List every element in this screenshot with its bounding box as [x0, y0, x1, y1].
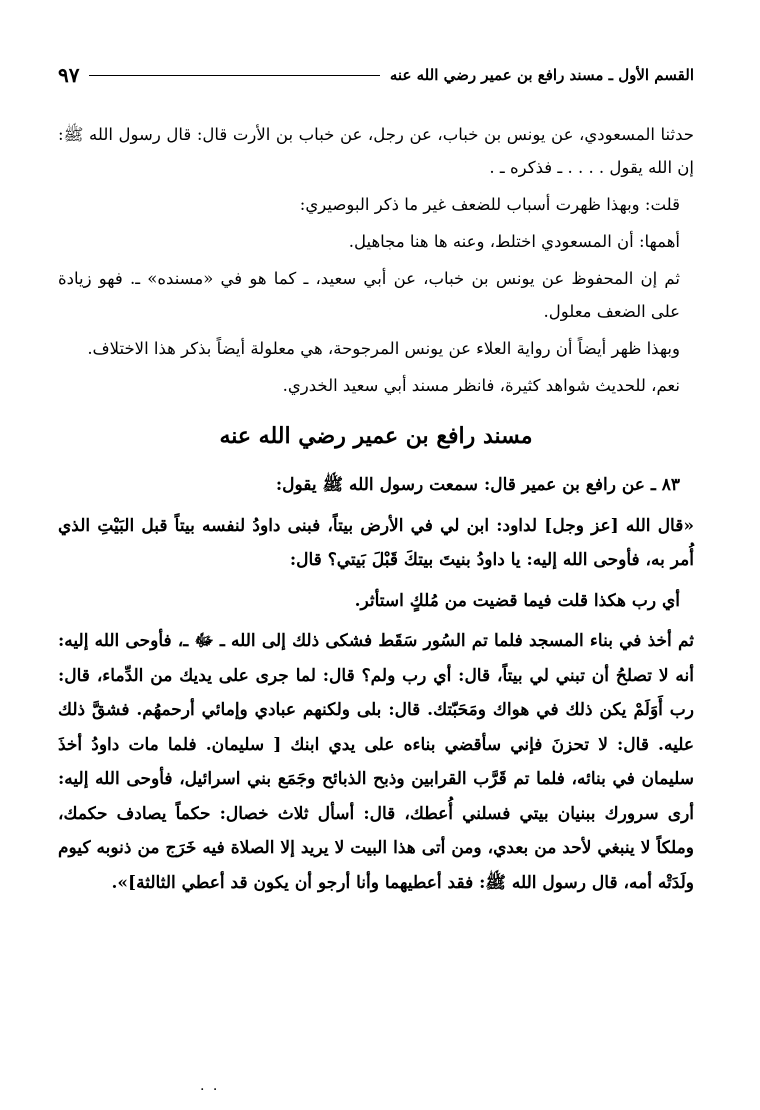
running-header-title: القسم الأول ـ مسند رافع بن عمير رضي الله عنه [389, 66, 694, 84]
hadith-paragraph: «قال الله [عز وجل] لداود: ابن لي في الأرض بيتاً، فبنى داودُ لنفسه بيتاً قبل البَيْتِ الذي أُمر به، فأوحى الله إليه: يا داودُ بنيتَ بيتكَ قَبْلَ بَيتي؟ قال: [58, 515, 694, 570]
header-rule [89, 75, 379, 76]
footer-marks: . . [200, 1078, 220, 1094]
running-header [58, 58, 694, 92]
intro-paragraph: أهمها: أن المسعودي اختلط، وعنه ها هنا مجاهيل. [348, 232, 680, 251]
intro-paragraph: نعم، للحديث شواهد كثيرة، فانظر مسند أبي سعيد الخدري. [282, 376, 680, 395]
section-title: مسند رافع بن عمير رضي الله عنه [219, 423, 533, 449]
intro-paragraph: حدثنا المسعودي، عن يونس بن خباب، عن رجل، عن خباب بن الأرت قال: قال رسول الله ﷺ: إن الله يقول . . . . ـ فذكره ـ . [58, 125, 694, 177]
intro-paragraph: وبهذا ظهر أيضاً أن رواية العلاء عن يونس المرجوحة، هي معلولة أيضاً بذكر هذا الاختلاف. [87, 339, 680, 358]
hadith-paragraph: ٨٣ ـ عن رافع بن عمير قال: سمعت رسول الله ﷺ يقول: [275, 475, 680, 495]
page-number: ٩٧ [58, 63, 80, 87]
intro-paragraph: قلت: وبهذا ظهرت أسباب للضعف غير ما ذكر البوصيري: [299, 195, 680, 214]
hadith-paragraph: ثم أخذ في بناء المسجد فلما تم السُور سَقَط فشكى ذلك إلى الله ـ ﷻ ـ، فأوحى الله إليه: أنه لا تصلحُ أن تبني لي بيتاً، قال: أي رب ولم؟ قال: لما جرى على يديك من الدِّماء، قال: رب أَوَلَمْ يكن ذلك في هواك ومَحَبّتك. قال: بلى ولكنهم عبادي وإمائي أرحمهُم. فشقَّ ذلك عليه. قال: لا تحزنَ فإني سأقضي بناءه على يدي ابنك [ سليمان. فلما مات داودُ أخذَ سليمان في بنائه، فلما تم قَرَّب القرابين وذبح الذبائح وجَمَع بني اسرائيل، فأوحى الله إليه: أرى سرورك ببنيان بيتي فسلني أُعطك، قال: أسأل ثلاث خصال: حكماً يصادف حكمك، وملكاً لا ينبغي لأحد من بعدي، ومن أتى هذا البيت لا يريد إلا الصلاة فيه خَرَج من ذنوبه كيوم ولَدَتْه أمه، قال رسول الله ﷺ: فقد أعطيهما وأنا أرجو أن يكون قد أعطي الثالثة]». [58, 631, 694, 893]
page-body [58, 118, 694, 906]
intro-paragraph: ثم إن المحفوظ عن يونس بن خباب، عن أبي سعيد، ـ كما هو في «مسنده» ـ. فهو زيادة على الضعف معلول. [58, 269, 680, 321]
hadith-paragraph: أي رب هكذا قلت فيما قضيت من مُلكٍ استأثر. [354, 590, 680, 611]
